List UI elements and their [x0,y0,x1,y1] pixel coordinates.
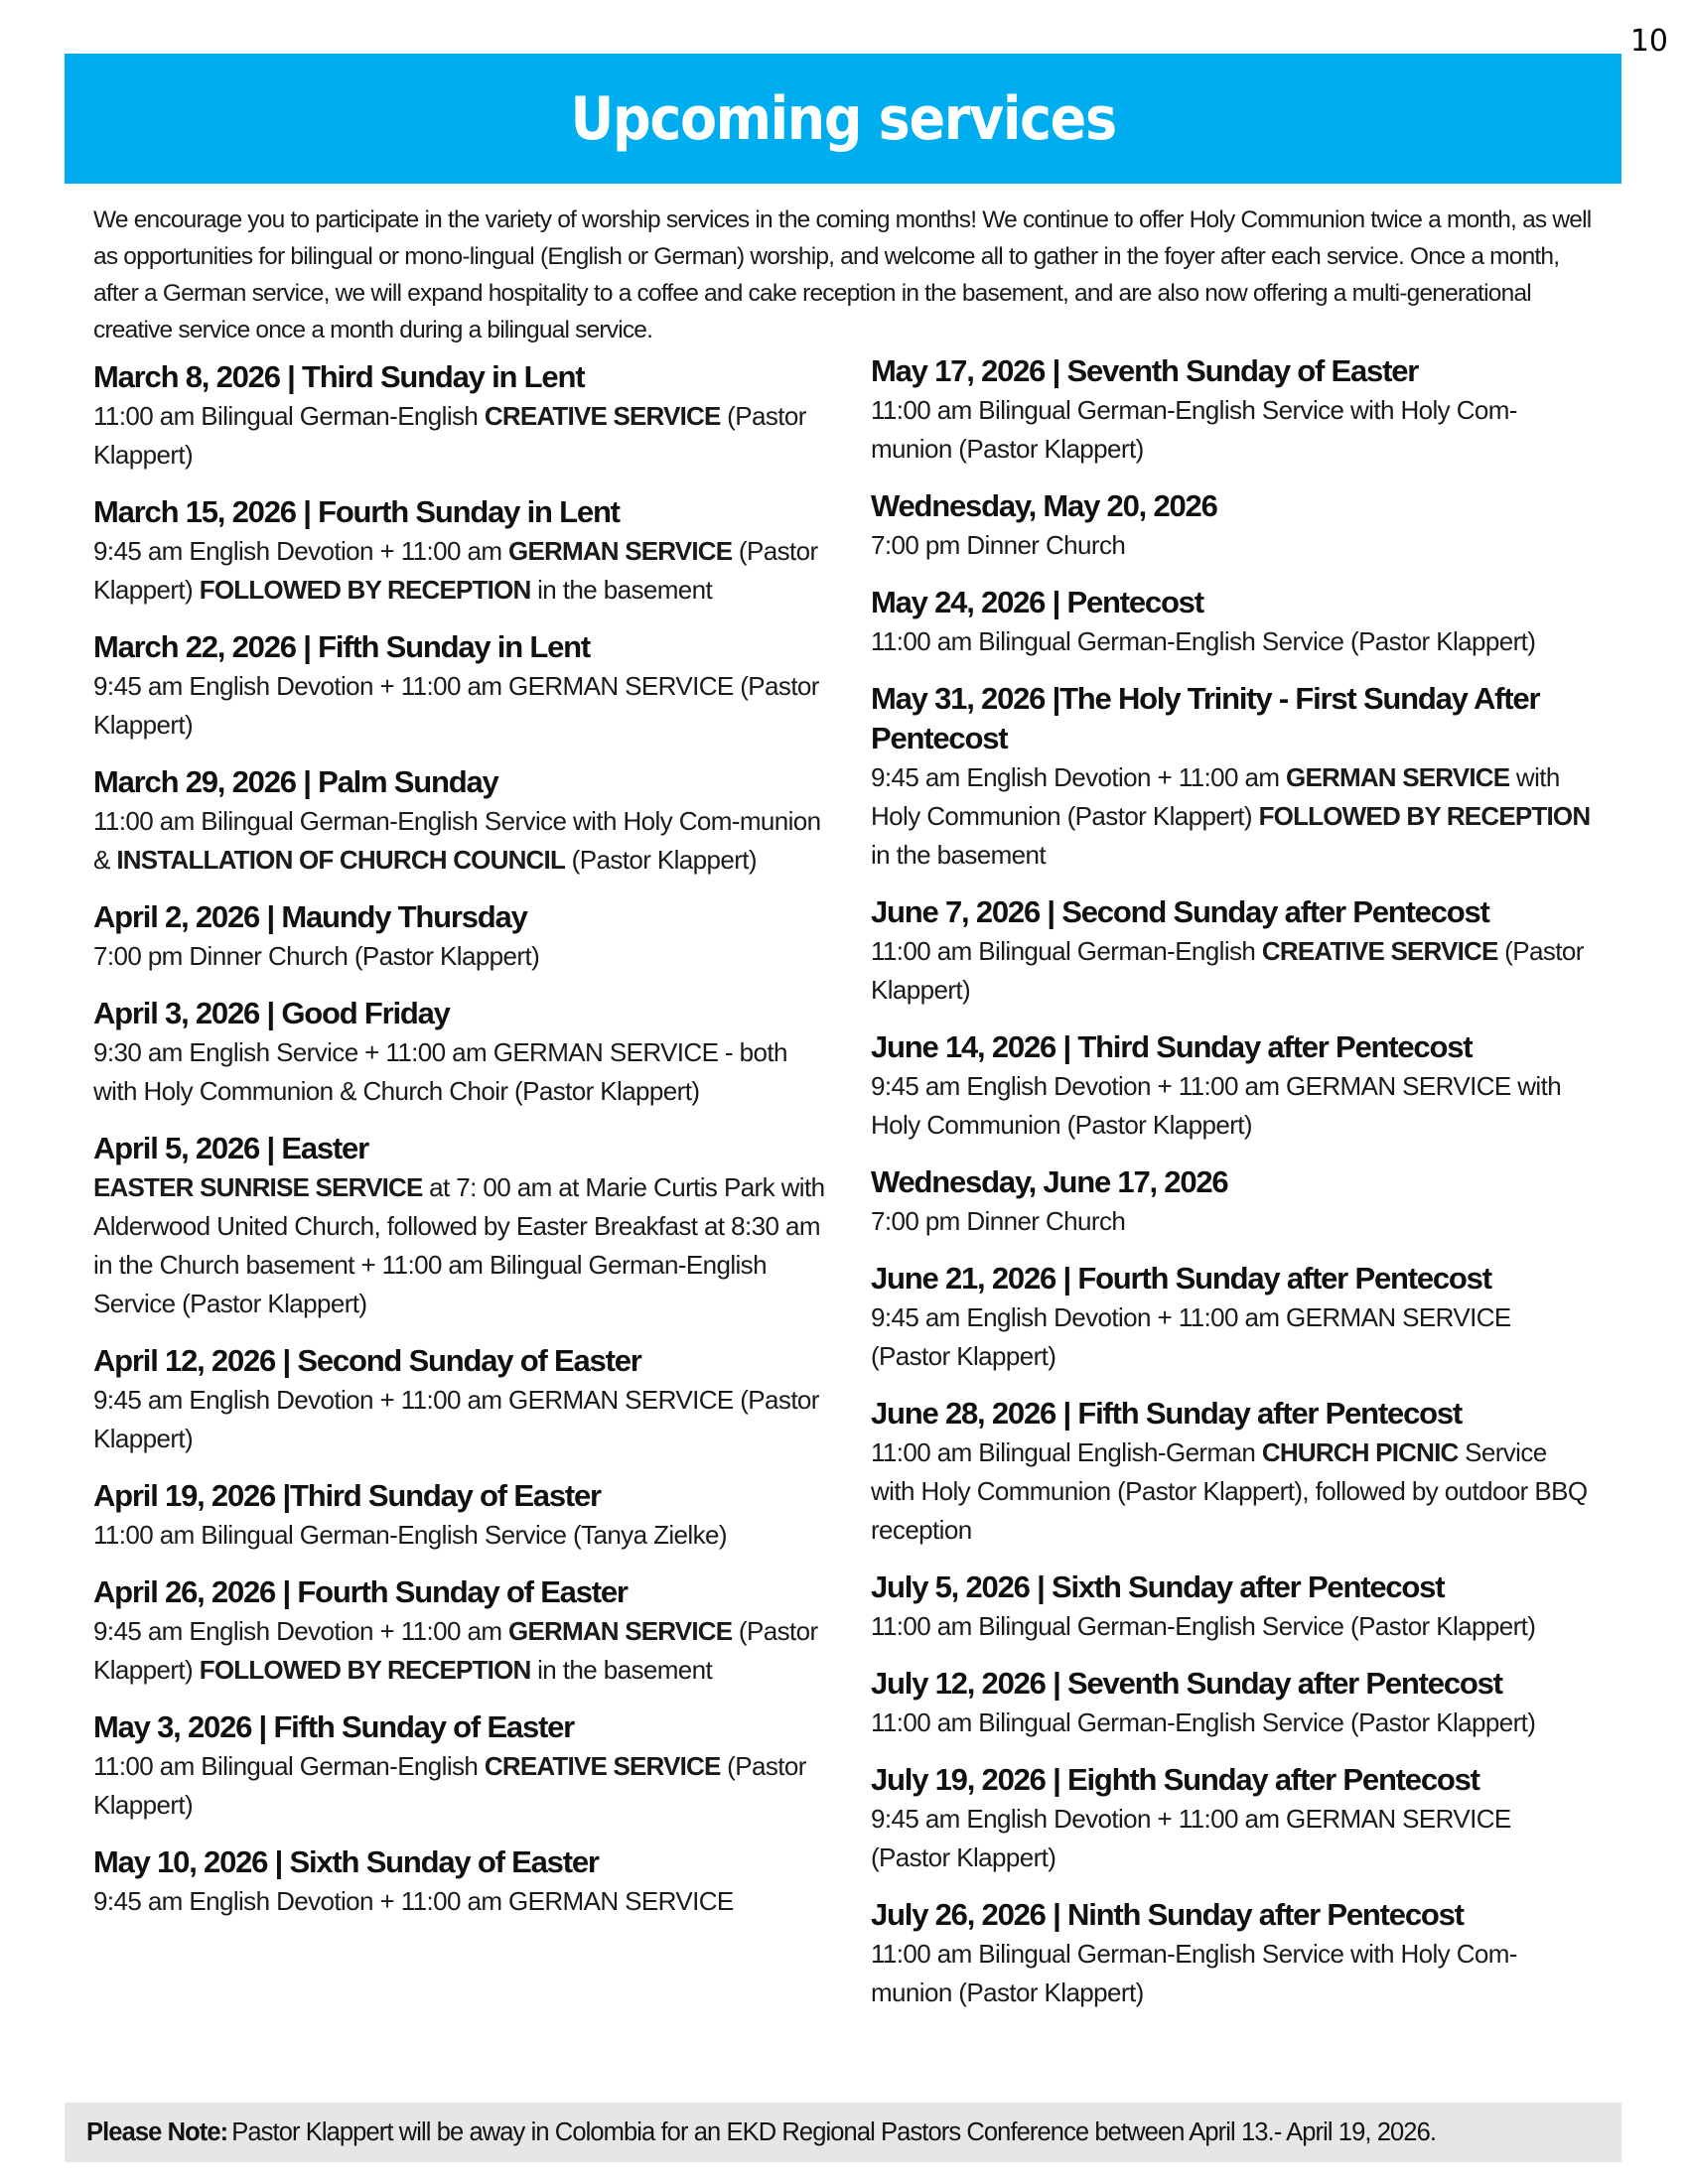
service-heading: March 8, 2026 | Third Sunday in Lent [93,359,585,394]
service-highlight: FOLLOWED BY RECEPTION [1258,801,1591,831]
service-text: 11:00 am Bilingual German-English Service with Holy Com-munion (Pastor Klappert) [871,395,1517,464]
service-text: 11:00 am Bilingual German-English Service (Pastor Klappert) [871,1707,1536,1737]
service-text: 11:00 am Bilingual German-English Service (Tanya Zielke) [93,1520,727,1550]
service-entry [871,1027,1596,1145]
page-title: Upcoming services [570,83,1116,154]
service-text: 11:00 am Bilingual German-English [93,1751,485,1781]
service-text: 7:00 pm Dinner Church (Pastor Klappert) [93,941,540,971]
service-entry [93,1476,828,1555]
service-heading: July 5, 2026 | Sixth Sunday after Pentecost [871,1570,1445,1604]
service-highlight: GERMAN SERVICE [508,1616,733,1646]
service-entry [93,897,828,976]
service-entry [93,492,828,610]
service-details [93,1747,828,1825]
service-entry [871,1760,1596,1877]
service-highlight: EASTER SUNRISE SERVICE [93,1172,423,1202]
service-text: 11:00 am Bilingual German-English Service with Holy Com-munion & [93,806,821,875]
service-entry [93,994,828,1111]
service-text: 11:00 am Bilingual English-German [871,1437,1262,1467]
service-entry [871,892,1596,1010]
service-details [871,1298,1596,1376]
service-heading: March 29, 2026 | Palm Sunday [93,764,498,799]
service-text: 9:30 am English Service + 11:00 am GERMAN SERVICE - both with Holy Communion & Church Choir (Pastor Klappert) [93,1037,787,1106]
service-details [93,532,828,610]
service-entry [871,1394,1596,1550]
service-heading: March 22, 2026 | Fifth Sunday in Lent [93,629,591,664]
service-text: (Pastor Klappert) [871,936,1584,1005]
service-details [871,391,1596,469]
service-highlight: GERMAN SERVICE [1286,762,1510,792]
service-highlight: FOLLOWED BY RECEPTION [199,575,531,605]
service-entry [93,627,828,745]
service-heading: May 24, 2026 | Pentecost [871,585,1203,619]
service-highlight: CREATIVE SERVICE [1261,936,1498,966]
service-heading: June 21, 2026 | Fourth Sunday after Pentecost [871,1261,1491,1296]
service-details [93,1168,828,1323]
note-box [65,2103,1621,2162]
service-text: 11:00 am Bilingual German-English Service with Holy Com-munion (Pastor Klappert) [871,1939,1517,2007]
note-text: Pastor Klappert will be away in Colombia for an EKD Regional Pastors Conference between April 13.- April 19, 2026. [231,2117,1437,2146]
service-text: 11:00 am Bilingual German-English Service (Pastor Klappert) [871,1611,1536,1641]
service-details [93,802,828,880]
service-highlight: CHURCH PICNIC [1261,1437,1459,1467]
service-heading: April 12, 2026 | Second Sunday of Easter [93,1343,641,1378]
service-details [93,1033,828,1111]
service-heading: May 3, 2026 | Fifth Sunday of Easter [93,1709,575,1744]
service-entry [871,679,1596,875]
service-heading: May 31, 2026 |The Holy Trinity - First Sunday After Pentecost [871,681,1540,755]
service-details [93,1381,828,1458]
service-details [871,1607,1596,1646]
service-text: (Pastor Klappert) [93,401,806,470]
service-heading: June 14, 2026 | Third Sunday after Pentecost [871,1029,1473,1064]
service-text: (Pastor Klappert) [93,1616,818,1685]
service-entry [871,351,1596,469]
service-heading: Wednesday, June 17, 2026 [871,1164,1228,1199]
service-details [93,1516,828,1555]
service-details [93,1882,828,1921]
service-heading: April 2, 2026 | Maundy Thursday [93,899,527,934]
service-text: 9:45 am English Devotion + 11:00 am [93,1616,509,1646]
service-text: 9:45 am English Devotion + 11:00 am [93,536,509,566]
service-highlight: CREATIVE SERVICE [484,1751,721,1781]
service-highlight: CREATIVE SERVICE [484,401,721,431]
service-details [871,1935,1596,2012]
service-text: 7:00 pm Dinner Church [871,530,1126,560]
service-text: Service with Holy Communion (Pastor Klappert), followed by outdoor BBQ reception [871,1437,1588,1545]
service-entry [93,1341,828,1458]
service-text: 9:45 am English Devotion + 11:00 am GERMAN SERVICE (Pastor Klappert) [871,1804,1511,1872]
service-heading: April 19, 2026 |Third Sunday of Easter [93,1478,601,1513]
service-entry [93,357,828,475]
intro-paragraph: We encourage you to participate in the variety of worship services in the coming months! We continue to offer Holy Communion twice a month, as well as opportunities for bilingual or mono-lingual (English or German) worship, and welcome all to gather in the foyer after each service. Once a month, after a German service, we will expand hospitality to a coffee and cake reception in the basement, and are also now offering a multi-generational creative service once a month during a bilingual service. [93,206,1592,343]
service-text: with Holy Communion (Pastor Klappert) [871,762,1560,831]
service-heading: May 10, 2026 | Sixth Sunday of Easter [93,1844,599,1879]
service-heading: July 19, 2026 | Eighth Sunday after Pentecost [871,1762,1479,1797]
service-entry [871,583,1596,661]
service-heading: June 28, 2026 | Fifth Sunday after Pentecost [871,1396,1463,1431]
service-text: in the basement [871,840,1047,870]
service-heading: July 26, 2026 | Ninth Sunday after Pentecost [871,1897,1464,1932]
service-entry [93,1843,828,1921]
service-text: 11:00 am Bilingual German-English [871,936,1262,966]
service-details [871,1067,1596,1145]
service-heading: April 5, 2026 | Easter [93,1131,368,1165]
service-details [93,1612,828,1690]
service-heading: March 15, 2026 | Fourth Sunday in Lent [93,494,620,529]
service-text: (Pastor Klappert) [93,536,818,605]
service-text: 9:45 am English Devotion + 11:00 am GERMAN SERVICE (Pastor Klappert) [93,671,819,740]
service-heading: April 3, 2026 | Good Friday [93,996,450,1030]
service-heading: July 12, 2026 | Seventh Sunday after Pentecost [871,1666,1502,1701]
service-details [93,667,828,745]
service-entry [93,1129,828,1323]
service-text: 7:00 pm Dinner Church [871,1206,1126,1236]
service-entry [871,1568,1596,1646]
service-entry [871,1162,1596,1241]
service-details [871,526,1596,565]
note-label: Please Note: [86,2117,228,2146]
service-highlight: GERMAN SERVICE [508,536,733,566]
service-entry [93,1707,828,1825]
service-details [871,932,1596,1010]
service-text: (Pastor Klappert) [93,1751,806,1820]
service-heading: April 26, 2026 | Fourth Sunday of Easter [93,1574,628,1609]
service-details [871,758,1596,875]
header-banner [65,54,1621,184]
service-details [871,1202,1596,1241]
service-text: at 7: 00 am at Marie Curtis Park with Alderwood United Church, followed by Easter Breakfast at 8:30 am in the Church basement + 11:00 am Bilingual German-English Service (Pastor Klappert) [93,1172,825,1318]
service-text: (Pastor Klappert) [565,845,757,875]
services-column-left [93,357,828,1939]
service-text: in the basement [530,575,713,605]
service-text: 11:00 am Bilingual German-English Service (Pastor Klappert) [871,626,1536,656]
service-entry [93,762,828,880]
service-entry [871,486,1596,565]
service-highlight: INSTALLATION OF CHURCH COUNCIL [116,845,566,875]
service-heading: June 7, 2026 | Second Sunday after Pentecost [871,894,1489,929]
service-highlight: FOLLOWED BY RECEPTION [199,1655,531,1685]
service-heading: May 17, 2026 | Seventh Sunday of Easter [871,353,1419,388]
service-heading: Wednesday, May 20, 2026 [871,488,1217,523]
service-details [871,1433,1596,1550]
service-entry [93,1572,828,1690]
service-details [871,622,1596,661]
service-details [871,1704,1596,1742]
service-entry [871,1895,1596,2012]
service-text: 11:00 am Bilingual German-English [93,401,485,431]
page-number: 10 [1629,24,1668,59]
service-entry [871,1259,1596,1376]
service-details [871,1800,1596,1877]
service-text: 9:45 am English Devotion + 11:00 am GERMAN SERVICE (Pastor Klappert) [93,1385,819,1453]
service-text: 9:45 am English Devotion + 11:00 am [871,762,1287,792]
service-text: 9:45 am English Devotion + 11:00 am GERMAN SERVICE with Holy Communion (Pastor Klappert) [871,1071,1562,1140]
service-text: in the basement [530,1655,713,1685]
service-text: 9:45 am English Devotion + 11:00 am GERMAN SERVICE [93,1886,734,1916]
service-text: 9:45 am English Devotion + 11:00 am GERMAN SERVICE (Pastor Klappert) [871,1302,1511,1371]
services-column-right [871,351,1596,2030]
service-entry [871,1664,1596,1742]
service-details [93,937,828,976]
service-details [93,397,828,475]
